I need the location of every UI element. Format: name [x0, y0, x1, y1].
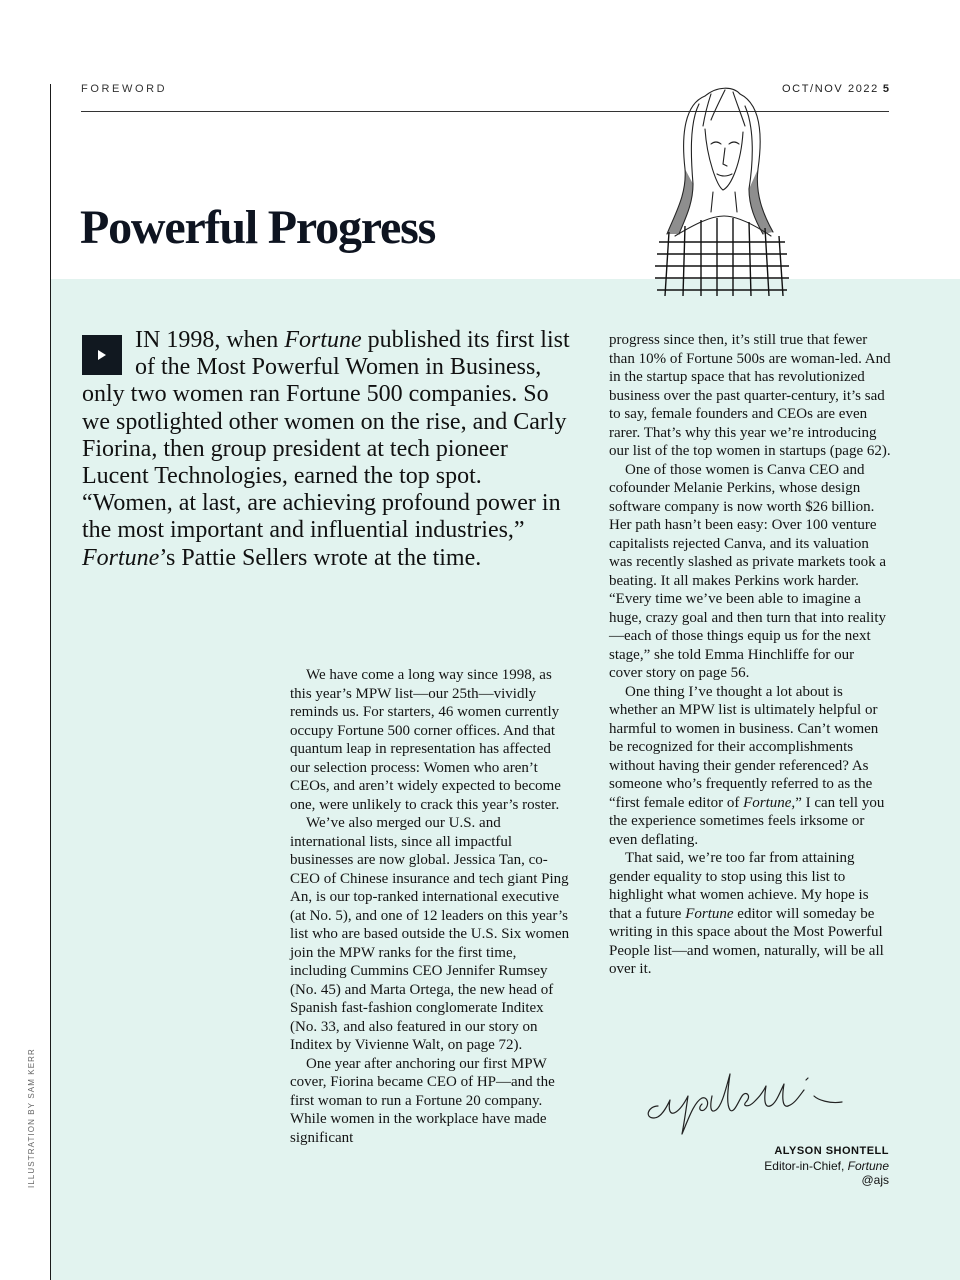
body-column-left	[290, 666, 570, 1147]
author-role-text: Editor-in-Chief,	[764, 1159, 848, 1173]
lede-fortune-1: Fortune	[284, 327, 362, 353]
p6-text-a: That said, we’re too far from attaining gender equality to stop using this list to highlight what women achieve. My hope is that a future	[609, 850, 869, 922]
section-label: FOREWORD	[81, 83, 168, 95]
lede-paragraph	[82, 327, 574, 572]
lede-text-2: published its first list of the Most Powerful Women in Business, only two women ran Fortune 500 companies. So we spotlighted other women on the rise, and Carly Fiorina, then group president at tech pioneer Lucent Technologies, earned the top spot. “Women, at last, are achieving profound power in the most important and influential industries,”	[82, 327, 570, 544]
p6-fortune: Fortune	[685, 905, 734, 922]
page-number: 5	[882, 83, 889, 95]
author-role	[764, 1159, 889, 1173]
issue-date	[782, 83, 889, 95]
body-paragraph-1: We have come a long way since 1998, as this year’s MPW list—our 25th—vividly reminds us. For starters, 46 women currently occupy Fortune 500 corner offices. And that quantum leap in representation has affected our selection process: Women who aren’t CEOs, and aren’t widely expected to become one, were unlikely to crack this year’s roster.	[290, 667, 561, 813]
p6-text-b: editor will someday be writing in this space about the Most Powerful People list—and women, naturally, will be all over it.	[609, 905, 884, 977]
issue-text: OCT/NOV 2022	[782, 83, 879, 95]
body-paragraph-2: We’ve also merged our U.S. and international lists, since all impactful businesses are now global. Jessica Tan, co-CEO of Chinese insurance and tech giant Ping An, is our top-ranked international executive (at No. 5), and one of 12 leaders on this year’s list who are based outside the U.S. Six women join the MPW ranks for the first time, including Cummins CEO Jennifer Rumsey (No. 45) and Marta Ortega, the new head of Spanish fast-fashion conglomerate Inditex (No. 33, and also featured in our story on Inditex by Vivienne Walt, on page 72).	[290, 815, 570, 1053]
p5-text-a: One thing I’ve thought a lot about is whether an MPW list is ultimately helpful or harmful to women in business. Can’t women be recognized for their accomplishments without having their gender referenced? As someone who’s frequently referred to as the “first female editor of	[609, 683, 879, 811]
lede-text-3: ’s Pattie Sellers wrote at the time.	[159, 544, 482, 571]
lede-fortune-2: Fortune	[82, 544, 160, 571]
author-portrait-illustration	[645, 74, 795, 299]
author-role-fortune: Fortune	[847, 1159, 889, 1173]
lede-text	[82, 327, 574, 572]
play-icon	[82, 335, 122, 375]
body-paragraph-3-continued: progress since then, it’s still true that fewer than 10% of Fortune 500s are woman-led. And in the startup space that has revolutionized business over the past quarter-century, it’s sad to say, female founders and CEOs are even rarer. That’s why this year we’re introducing our list of the top women in startups (page 62).	[609, 332, 891, 459]
p5-text-b: ” I can tell you the experience sometimes feels irksome or even deflating.	[609, 794, 885, 848]
lede-text-1: IN 1998, when	[135, 327, 285, 353]
author-name: ALYSON SHONTELL	[774, 1145, 889, 1157]
body-paragraph-4: One of those women is Canva CEO and cofounder Melanie Perkins, whose design software company is now worth $26 billion. Her path hasn’t been easy: Over 100 venture capitalists rejected Canva, and its valuation was recently slashed as private markets took a beating. It all makes Perkins work harder. “Every time we’ve been able to imagine a huge, crazy goal and then turn that into reality—each of those things equip us for the next stage,” she told Emma Hinchliffe for our cover story on page 56.	[609, 461, 886, 681]
body-paragraph-5	[609, 683, 891, 850]
p5-fortune: Fortune,	[743, 794, 796, 811]
illustration-credit: ILLUSTRATION BY SAM KERR	[27, 1048, 36, 1188]
body-column-right	[609, 331, 891, 979]
body-paragraph-6	[609, 849, 891, 979]
author-handle: @ajs	[861, 1173, 889, 1187]
body-paragraph-3: One year after anchoring our first MPW cover, Fiorina became CEO of HP—and the first woman to run a Fortune 20 company. While women in the workplace have made significant	[290, 1055, 555, 1146]
article-title: Powerful Progress	[80, 201, 436, 254]
handwritten-signature	[638, 1066, 850, 1138]
